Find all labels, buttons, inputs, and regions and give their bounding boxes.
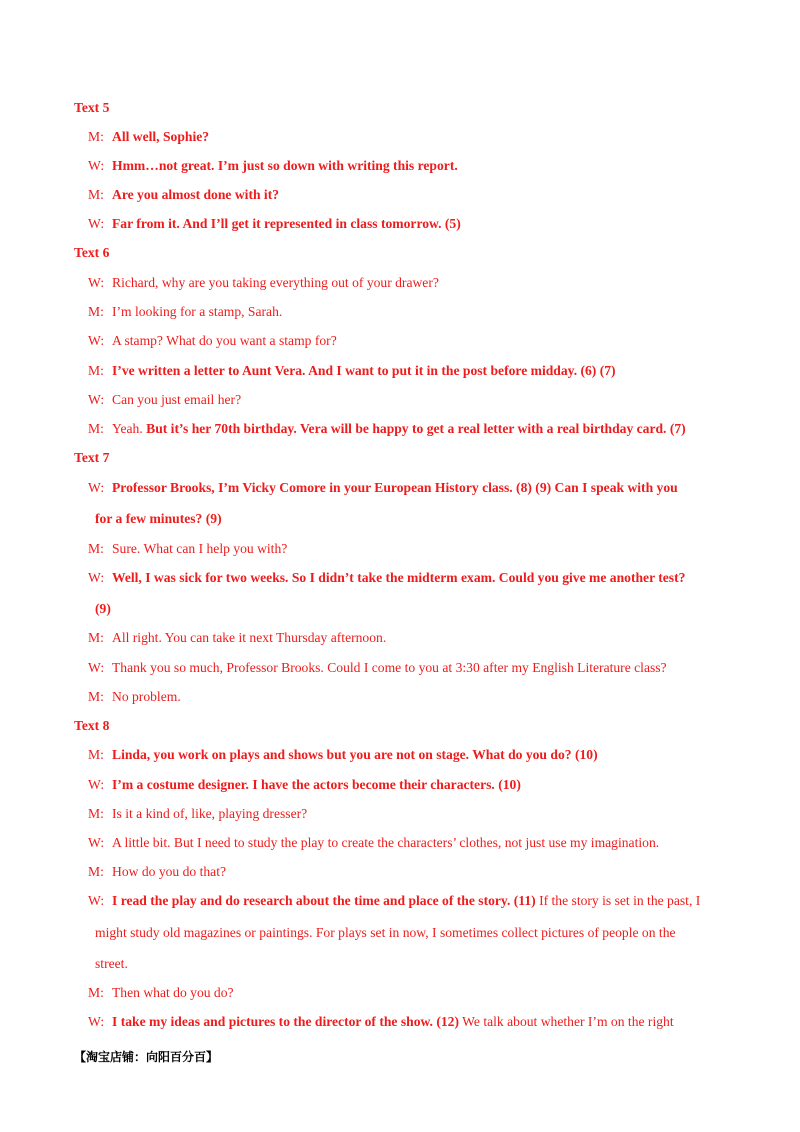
line-text: But it’s her 70th birthday. Vera will be happy to get a real letter with a real birthday card. (7): [146, 421, 686, 436]
line-text: Sure. What can I help you with?: [112, 541, 288, 556]
speaker-label: M:: [88, 187, 104, 202]
speaker-label: W:: [88, 777, 105, 792]
line-text: If the story is set in the past, I: [535, 893, 701, 908]
speaker-label: W:: [88, 392, 105, 407]
line-text: Are you almost done with it?: [112, 187, 280, 202]
line-text: Hmm…not great. I’m just so down with writing this report.: [112, 158, 458, 173]
dialogue-line: [88, 689, 728, 705]
dialogue-line: [88, 363, 728, 379]
line-text: I take my ideas and pictures to the director of the show. (12): [112, 1014, 460, 1029]
dialogue-line: [88, 1014, 728, 1030]
line-text: Is it a kind of, like, playing dresser?: [112, 806, 308, 821]
dialogue-line: [88, 630, 728, 646]
speaker-label: M:: [88, 541, 104, 556]
line-text: We talk about whether I’m on the right: [459, 1014, 674, 1029]
line-text: Far from it. And I’ll get it represented in class tomorrow. (5): [112, 216, 461, 231]
speaker-label: M:: [88, 985, 104, 1000]
dialogue-line: [88, 158, 728, 174]
speaker-label: W:: [88, 660, 105, 675]
speaker-label: W:: [88, 570, 105, 585]
speaker-label: M:: [88, 363, 104, 378]
dialogue-line-continuation: (9): [95, 601, 111, 616]
line-text: Richard, why are you taking everything out of your drawer?: [112, 275, 439, 290]
line-text: Well, I was sick for two weeks. So I didn’t take the midterm exam. Could you give me another test?: [112, 570, 686, 585]
speaker-label: W:: [88, 893, 105, 908]
line-text: All right. You can take it next Thursday afternoon.: [112, 630, 387, 645]
line-text: Professor Brooks, I’m Vicky Comore in your European History class. (8) (9) Can I speak with you: [112, 480, 678, 495]
speaker-label: M:: [88, 129, 104, 144]
dialogue-line: [88, 392, 728, 408]
line-text: A stamp? What do you want a stamp for?: [112, 333, 337, 348]
dialogue-line: [88, 541, 728, 557]
line-text: Then what do you do?: [112, 985, 234, 1000]
speaker-label: M:: [88, 747, 104, 762]
line-text: How do you do that?: [112, 864, 227, 879]
line-text: Yeah.: [112, 421, 147, 436]
dialogue-line-continuation: for a few minutes? (9): [95, 511, 222, 526]
dialogue-line-continuation: might study old magazines or paintings. For plays set in now, I sometimes collect pictures of people on the: [95, 925, 676, 940]
speaker-label: W:: [88, 275, 105, 290]
dialogue-line: [88, 480, 728, 496]
speaker-label: M:: [88, 630, 104, 645]
section-heading: Text 5: [74, 100, 110, 115]
line-text: No problem.: [112, 689, 181, 704]
speaker-label: M:: [88, 689, 104, 704]
speaker-label: W:: [88, 1014, 105, 1029]
section-heading: Text 8: [74, 718, 110, 733]
line-text: A little bit. But I need to study the play to create the characters’ clothes, not just use my imagination.: [112, 835, 660, 850]
dialogue-line: [88, 304, 728, 320]
dialogue-line: [88, 777, 728, 793]
dialogue-line: [88, 747, 728, 763]
dialogue-line: [88, 570, 728, 586]
line-text: Can you just email her?: [112, 392, 242, 407]
dialogue-line: [88, 421, 728, 437]
dialogue-line: [88, 129, 728, 145]
line-text: Thank you so much, Professor Brooks. Could I come to you at 3:30 after my English Literature class?: [112, 660, 667, 675]
line-text: Linda, you work on plays and shows but you are not on stage. What do you do? (10): [112, 747, 598, 762]
dialogue-line: [88, 660, 728, 676]
speaker-label: W:: [88, 158, 105, 173]
dialogue-line: [88, 275, 728, 291]
line-text: I’m looking for a stamp, Sarah.: [112, 304, 283, 319]
line-text: I’m a costume designer. I have the actors become their characters. (10): [112, 777, 521, 792]
speaker-label: M:: [88, 864, 104, 879]
section-heading: Text 6: [74, 245, 110, 260]
dialogue-line: [88, 985, 728, 1001]
dialogue-line-continuation: street.: [95, 956, 128, 971]
speaker-label: W:: [88, 216, 105, 231]
speaker-label: W:: [88, 333, 105, 348]
dialogue-line: [88, 835, 728, 851]
speaker-label: M:: [88, 304, 104, 319]
line-text: I’ve written a letter to Aunt Vera. And I want to put it in the post before midday. (6) (7): [112, 363, 616, 378]
dialogue-line: [88, 216, 728, 232]
line-text: I read the play and do research about the time and place of the story. (11): [112, 893, 536, 908]
dialogue-line: [88, 893, 728, 909]
dialogue-line: [88, 806, 728, 822]
line-text: All well, Sophie?: [112, 129, 210, 144]
section-heading: Text 7: [74, 450, 110, 465]
speaker-label: W:: [88, 835, 105, 850]
dialogue-line: [88, 864, 728, 880]
dialogue-line: [88, 187, 728, 203]
store-footer: 【淘宝店铺：向阳百分百】: [74, 1050, 219, 1064]
speaker-label: W:: [88, 480, 105, 495]
speaker-label: M:: [88, 421, 104, 436]
dialogue-line: [88, 333, 728, 349]
speaker-label: M:: [88, 806, 104, 821]
